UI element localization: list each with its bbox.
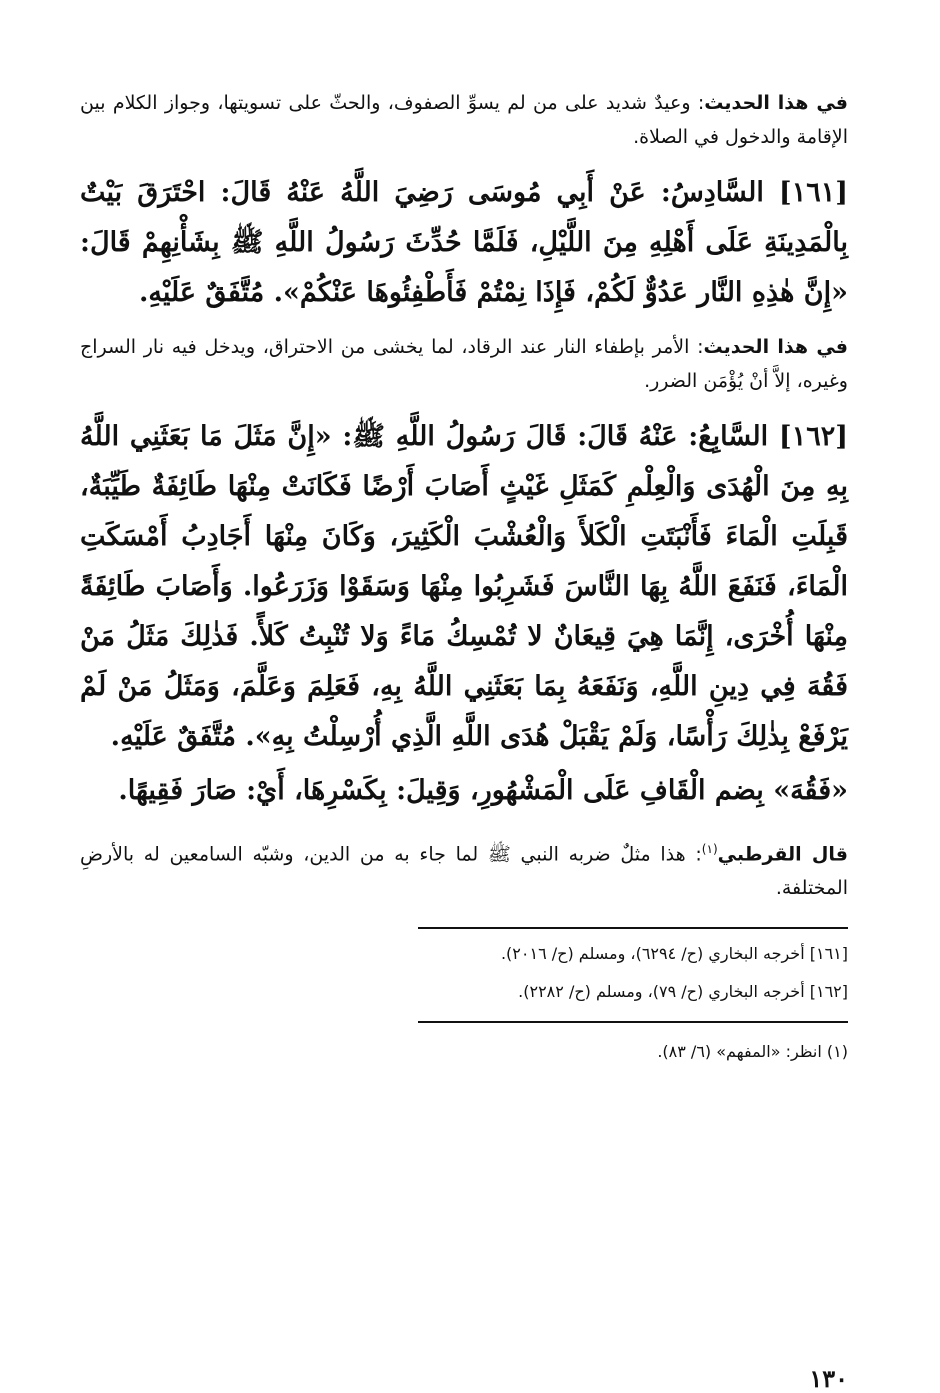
hadith-161: [١٦١] السَّادِسُ: عَنْ أَبِي مُوسَى رَضِيَ اللَّهُ عَنْهُ قَالَ: احْتَرَقَ بَيْتٌ بِالْمَدِينَةِ عَلَى أَهْلِهِ مِنَ اللَّيْلِ، فَلَمَّا حُدِّثَ رَسُولُ اللَّهِ ﷺ بِشَأْنِهِمْ قَالَ: «إِنَّ هٰذِهِ النَّار عَدُوٌّ لَكُمْ، فَإِذَا نِمْتُمْ فَأَطْفِئُوهَا عَنْكُمْ». مُتَّفَقٌ عَلَيْهِ. — [80, 177, 848, 308]
commentary-text: : الأمر بإطفاء النار عند الرقاد، لما يخشى من الاحتراق، ويدخل فيه نار السراج وغيره، إلاَّ أنْ يُؤْمَن الضرر. — [80, 336, 848, 392]
source-reference: [١٦٢] أخرجه البخاري (ح/ ٧٩)، ومسلم (ح/ ٢٢٨٢). — [518, 982, 848, 1002]
commentary-text: : هذا مثلٌ ضربه النبي ﷺ لما جاء به من الدين، وشبّه السامعين له بالأرضِ المختلفة. — [80, 843, 848, 900]
commentary-lead: في هذا الحديث — [704, 92, 848, 114]
commentary-lead: في هذا الحديث — [703, 336, 848, 358]
commentary-paragraph — [80, 330, 848, 398]
commentary-paragraph — [80, 832, 848, 905]
page-number: ١٣٠ — [809, 1364, 848, 1393]
footnotes — [80, 1037, 848, 1067]
commentary-text: : وعيدٌ شديد على من لم يسوِّ الصفوف، والحثّ على تسويتها، وجواز الكلام بين الإقامة والدخول في الصلاة. — [80, 92, 848, 148]
source-references — [80, 935, 848, 1011]
book-page — [80, 80, 849, 1393]
footnote-marker: (١) — [701, 842, 718, 856]
hadith-162: [١٦٢] السَّابِعُ: عَنْهُ قَالَ: قَالَ رَسُولُ اللَّهِ ﷺ: «إِنَّ مَثَلَ مَا بَعَثَنِي اللَّهُ بِهِ مِنَ الْهُدَى وَالْعِلْمِ كَمَثَلِ غَيْثٍ أَصَابَ أَرْضًا فَكَانَتْ مِنْهَا طَائِفَةٌ طَيِّبَةٌ، قَبِلَتِ الْمَاءَ فَأَنْبَتَتِ الْكَلأَ وَالْعُشْبَ الْكَثِيرَ، وَكَانَ مِنْهَا أَجَادِبُ أَمْسَكَتِ الْمَاءَ، فَنَفَعَ اللَّهُ بِهَا النَّاسَ فَشَرِبُوا مِنْهَا وَسَقَوْا وَزَرَعُوا. وَأَصَابَ طَائِفَةً مِنْهَا أُخْرَى، إِنَّمَا هِيَ قِيعَانٌ لا تُمْسِكُ مَاءً وَلا تُنْبِتُ كَلأً. فَذٰلِكَ مَثَلُ مَنْ فَقُهَ فِي دِينِ اللَّهِ، وَنَفَعَهُ بِمَا بَعَثَنِي اللَّهُ بِهِ، فَعَلِمَ وَعَلَّمَ، وَمَثَلُ مَنْ لَمْ يَرْفَعْ بِذٰلِكَ رَأْسًا، وَلَمْ يَقْبَلْ هُدَى اللَّهِ الَّذِي أُرْسِلْتُ بِهِ». مُتَّفَقٌ عَلَيْهِ. — [80, 421, 849, 752]
commentary-paragraph — [80, 86, 848, 154]
footnote: (١) انظر: «المفهم» (٦/ ٨٣). — [657, 1042, 848, 1062]
source-reference: [١٦١] أخرجه البخاري (ح/ ٦٢٩٤)، ومسلم (ح/ ٢٠١٦). — [500, 944, 848, 964]
divider — [418, 927, 848, 929]
commentary-lead: قال القرطبي — [717, 843, 848, 866]
word-explanation: «فَقُهَ» بِضم الْقَافِ عَلَى الْمَشْهُورِ، وَقِيلَ: بِكَسْرِهَا، أَيْ: صَارَ فَقِيهًا. — [118, 775, 848, 806]
divider — [418, 1021, 848, 1023]
